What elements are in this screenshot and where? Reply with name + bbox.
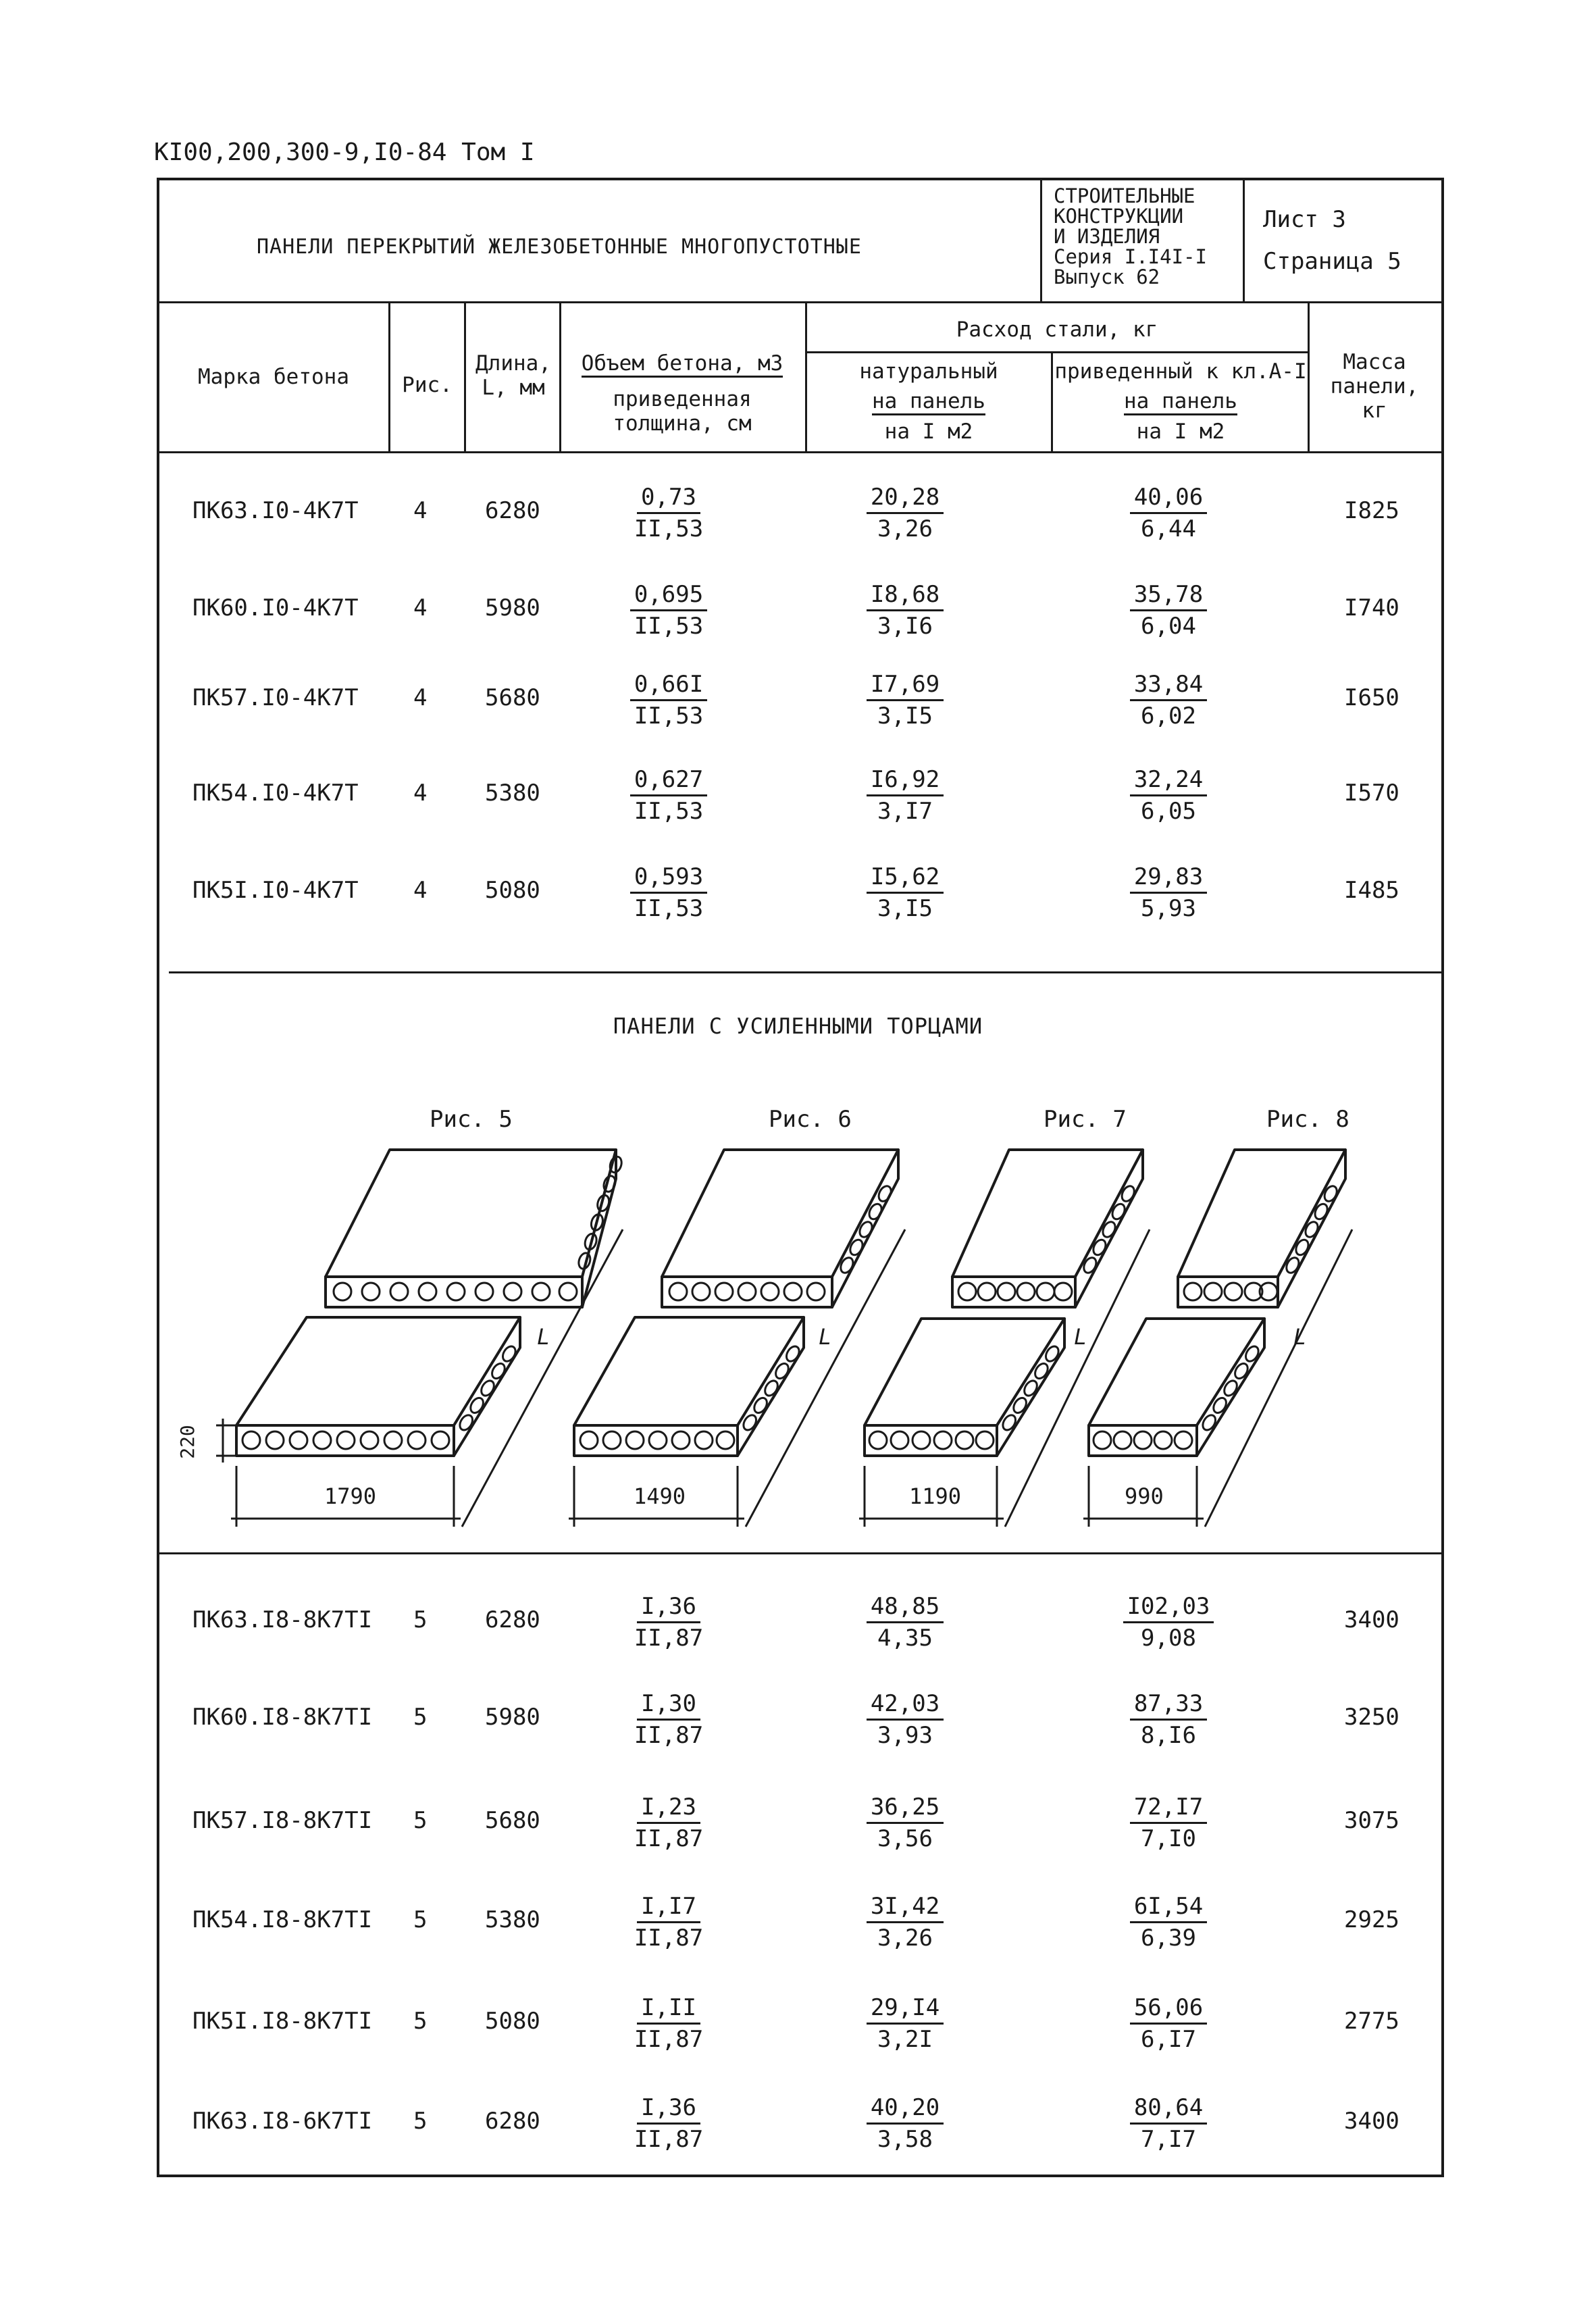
cell-reduced-m2: 6,44 bbox=[1141, 515, 1196, 542]
figure-5-label: Рис. 5 bbox=[430, 1106, 513, 1133]
header-reduced-panel: на панель bbox=[1124, 389, 1237, 415]
cell-reduced-panel: 80,64 bbox=[1130, 2093, 1207, 2125]
cell-thickness-value: II,87 bbox=[634, 1825, 704, 1852]
cell-mass: 3400 bbox=[1344, 1606, 1399, 1633]
cell-natural-m2: 3,26 bbox=[877, 1925, 933, 1952]
cell-mass: I485 bbox=[1344, 877, 1399, 904]
cell-fig: 5 bbox=[413, 1606, 428, 1633]
cell-fig: 5 bbox=[413, 2008, 428, 2035]
cell-reduced bbox=[1094, 669, 1243, 731]
cell-mass: I570 bbox=[1344, 780, 1399, 807]
cell-natural-panel: I5,62 bbox=[867, 862, 944, 894]
cell-natural bbox=[831, 669, 979, 731]
title-vline-2 bbox=[1243, 178, 1245, 303]
cell-reduced bbox=[1094, 1993, 1243, 2054]
cell-length: 5080 bbox=[485, 877, 540, 904]
cell-mass: I825 bbox=[1344, 497, 1399, 524]
header-volume-bottom: приведенная толщина, см bbox=[613, 387, 752, 436]
cell-reduced-m2: 6,05 bbox=[1141, 798, 1196, 825]
cell-reduced-panel: 40,06 bbox=[1130, 482, 1207, 514]
cell-length: 5680 bbox=[485, 1807, 540, 1834]
cell-natural-m2: 3,I7 bbox=[877, 798, 933, 825]
cell-reduced-panel: 56,06 bbox=[1130, 1993, 1207, 2025]
cell-mass: 2775 bbox=[1344, 2008, 1399, 2035]
cell-reduced bbox=[1094, 1792, 1243, 1854]
cell-length: 5980 bbox=[485, 1704, 540, 1731]
cell-reduced-m2: 5,93 bbox=[1141, 895, 1196, 922]
cell-reduced-m2: 6,39 bbox=[1141, 1925, 1196, 1952]
cell-mass: 3400 bbox=[1344, 2108, 1399, 2135]
cell-fig: 4 bbox=[413, 594, 428, 621]
cell-reduced-panel: 6I,54 bbox=[1130, 1891, 1207, 1923]
cell-thickness-value: II,53 bbox=[634, 515, 704, 542]
cell-natural bbox=[831, 1792, 979, 1854]
figure-6-label: Рис. 6 bbox=[769, 1106, 852, 1133]
cell-volume-value: I,II bbox=[637, 1993, 700, 2025]
table-1-bottom-line bbox=[169, 971, 1444, 973]
cell-natural-m2: 3,93 bbox=[877, 1722, 933, 1749]
cell-length: 6280 bbox=[485, 1606, 540, 1633]
cell-reduced-m2: 6,02 bbox=[1141, 703, 1196, 730]
cell-reduced bbox=[1094, 862, 1243, 923]
cell-volume-value: I,23 bbox=[637, 1792, 700, 1824]
cell-reduced-panel: 32,24 bbox=[1130, 765, 1207, 796]
cell-mark: ПК5I.I8-8К7ТI bbox=[192, 2008, 373, 2035]
cell-fig: 4 bbox=[413, 877, 428, 904]
cell-length: 5380 bbox=[485, 780, 540, 807]
cell-natural-m2: 3,26 bbox=[877, 515, 933, 542]
cell-reduced bbox=[1094, 2093, 1243, 2154]
cell-reduced-m2: 7,I7 bbox=[1141, 2126, 1196, 2153]
cell-volume-value: I,I7 bbox=[637, 1891, 700, 1923]
cell-fig: 5 bbox=[413, 1704, 428, 1731]
cell-natural-panel: 20,28 bbox=[867, 482, 944, 514]
table-2-top-line bbox=[157, 1552, 1444, 1554]
cell-reduced-m2: 9,08 bbox=[1141, 1625, 1196, 1652]
cell-volume bbox=[594, 1792, 743, 1854]
cell-volume bbox=[594, 765, 743, 826]
header-volume-top: Объем бетона, м3 bbox=[582, 351, 783, 378]
cell-reduced-panel: 33,84 bbox=[1130, 669, 1207, 701]
cell-volume bbox=[594, 1891, 743, 1953]
title-vline-1 bbox=[1040, 178, 1042, 303]
header-length: Длина, L, мм bbox=[475, 351, 551, 400]
cell-mass: I650 bbox=[1344, 684, 1399, 711]
cell-volume bbox=[594, 2093, 743, 2154]
cell-mark: ПК54.I8-8К7ТI bbox=[192, 1906, 373, 1933]
header-natural-m2: на I м2 bbox=[884, 420, 973, 444]
cell-natural-m2: 3,I5 bbox=[877, 703, 933, 730]
cell-natural bbox=[831, 765, 979, 826]
cell-thickness-value: II,53 bbox=[634, 703, 704, 730]
fig7-width-dimension: 1190 bbox=[909, 1483, 962, 1509]
cell-length: 5680 bbox=[485, 684, 540, 711]
cell-length: 6280 bbox=[485, 2108, 540, 2135]
cell-mark: ПК57.I8-8К7ТI bbox=[192, 1807, 373, 1834]
cell-volume-value: I,36 bbox=[637, 1592, 700, 1623]
fig8-width-dimension: 990 bbox=[1125, 1483, 1164, 1509]
series-box bbox=[1054, 186, 1236, 287]
figure-7-label: Рис. 7 bbox=[1044, 1106, 1127, 1133]
cell-mass: 3075 bbox=[1344, 1807, 1399, 1834]
fig5-bottom-panel bbox=[236, 1317, 520, 1456]
cell-natural bbox=[831, 1891, 979, 1953]
cell-reduced-m2: 7,I0 bbox=[1141, 1825, 1196, 1852]
cell-natural-panel: 40,20 bbox=[867, 2093, 944, 2125]
cell-reduced-panel: 72,I7 bbox=[1130, 1792, 1207, 1824]
cell-natural bbox=[831, 1592, 979, 1653]
series-line-3: И ИЗДЕЛИЯ bbox=[1054, 225, 1160, 248]
series-line-4: Серия I.I4I-I bbox=[1054, 245, 1207, 268]
header-natural-panel: на панель bbox=[872, 389, 985, 415]
cell-fig: 5 bbox=[413, 2108, 428, 2135]
fig5-width-dimension: 1790 bbox=[324, 1483, 377, 1509]
series-line-2: КОНСТРУКЦИИ bbox=[1054, 205, 1184, 228]
header-mark: Марка бетона bbox=[198, 365, 349, 389]
cell-reduced bbox=[1094, 1592, 1243, 1653]
cell-thickness-value: II,53 bbox=[634, 798, 704, 825]
title-divider bbox=[157, 301, 1444, 303]
cell-reduced bbox=[1094, 1891, 1243, 1953]
cell-fig: 5 bbox=[413, 1807, 428, 1834]
cell-reduced-m2: 6,04 bbox=[1141, 613, 1196, 640]
cell-mark: ПК57.I0-4К7Т bbox=[192, 684, 359, 711]
cell-natural-panel: I6,92 bbox=[867, 765, 944, 796]
cell-mark: ПК5I.I0-4К7Т bbox=[192, 877, 359, 904]
fig8-length-label: L bbox=[1293, 1324, 1307, 1350]
cell-natural-panel: 29,I4 bbox=[867, 1993, 944, 2025]
cell-natural-m2: 3,2I bbox=[877, 2026, 933, 2053]
cell-mark: ПК63.I8-6К7ТI bbox=[192, 2108, 373, 2135]
cell-natural-panel: 3I,42 bbox=[867, 1891, 944, 1923]
cell-thickness-value: II,87 bbox=[634, 1925, 704, 1952]
cell-natural-m2: 3,I6 bbox=[877, 613, 933, 640]
cell-fig: 4 bbox=[413, 497, 428, 524]
cell-mark: ПК54.I0-4К7Т bbox=[192, 780, 359, 807]
fig6-length-label: L bbox=[819, 1324, 832, 1350]
series-line-5: Выпуск 62 bbox=[1054, 265, 1160, 288]
cell-volume bbox=[594, 1592, 743, 1653]
cell-thickness-value: II,87 bbox=[634, 2026, 704, 2053]
cell-natural-m2: 4,35 bbox=[877, 1625, 933, 1652]
cell-length: 5980 bbox=[485, 594, 540, 621]
cell-volume-value: 0,627 bbox=[630, 765, 707, 796]
cell-mark: ПК60.I0-4К7Т bbox=[192, 594, 359, 621]
cell-reduced-panel: 87,33 bbox=[1130, 1689, 1207, 1721]
cell-thickness-value: II,87 bbox=[634, 1625, 704, 1652]
cell-natural bbox=[831, 580, 979, 641]
cell-volume-value: 0,593 bbox=[630, 862, 707, 894]
cell-mass: 3250 bbox=[1344, 1704, 1399, 1731]
cell-natural-panel: 36,25 bbox=[867, 1792, 944, 1824]
header-reduced-m2: на I м2 bbox=[1136, 420, 1225, 444]
height-dimension: 220 bbox=[176, 1425, 199, 1459]
cell-mass: 2925 bbox=[1344, 1906, 1399, 1933]
cell-fig: 4 bbox=[413, 780, 428, 807]
sheet-number: Лист 3 bbox=[1263, 206, 1346, 233]
cell-volume bbox=[594, 580, 743, 641]
header-bottom-line bbox=[157, 451, 1444, 453]
cell-reduced-panel: 29,83 bbox=[1130, 862, 1207, 894]
fig8-top-panel bbox=[1178, 1150, 1345, 1307]
cell-length: 5380 bbox=[485, 1906, 540, 1933]
cell-reduced-panel: 35,78 bbox=[1130, 580, 1207, 611]
cell-volume-value: 0,73 bbox=[637, 482, 700, 514]
header-vline-5 bbox=[1051, 351, 1053, 453]
cell-reduced bbox=[1094, 482, 1243, 544]
cell-thickness-value: II,53 bbox=[634, 895, 704, 922]
cell-natural bbox=[831, 2093, 979, 2154]
series-line-1: СТРОИТЕЛЬНЫЕ bbox=[1054, 184, 1195, 207]
cell-reduced-panel: I02,03 bbox=[1123, 1592, 1214, 1623]
cell-volume bbox=[594, 862, 743, 923]
header-steel-line bbox=[805, 351, 1309, 353]
cell-natural-panel: I7,69 bbox=[867, 669, 944, 701]
cell-natural-m2: 3,I5 bbox=[877, 895, 933, 922]
cell-reduced bbox=[1094, 765, 1243, 826]
cell-natural-panel: 42,03 bbox=[867, 1689, 944, 1721]
cell-natural-panel: 48,85 bbox=[867, 1592, 944, 1623]
cell-fig: 4 bbox=[413, 684, 428, 711]
header-natural-label: натуральный bbox=[859, 359, 998, 384]
cell-natural bbox=[831, 1689, 979, 1750]
cell-mark: ПК60.I8-8К7ТI bbox=[192, 1704, 373, 1731]
cell-natural-m2: 3,58 bbox=[877, 2126, 933, 2153]
cell-volume-value: I,30 bbox=[637, 1689, 700, 1721]
cell-natural bbox=[831, 482, 979, 544]
cell-natural-panel: I8,68 bbox=[867, 580, 944, 611]
cell-volume-value: I,36 bbox=[637, 2093, 700, 2125]
cell-mass: I740 bbox=[1344, 594, 1399, 621]
cell-volume bbox=[594, 669, 743, 731]
fig6-width-dimension: 1490 bbox=[634, 1483, 686, 1509]
section-title: ПАНЕЛИ С УСИЛЕННЫМИ ТОРЦАМИ bbox=[613, 1013, 983, 1039]
cell-thickness-value: II,53 bbox=[634, 613, 704, 640]
cell-natural-m2: 3,56 bbox=[877, 1825, 933, 1852]
cell-thickness-value: II,87 bbox=[634, 1722, 704, 1749]
cell-mark: ПК63.I0-4К7Т bbox=[192, 497, 359, 524]
cell-mark: ПК63.I8-8К7ТI bbox=[192, 1606, 373, 1633]
cell-volume bbox=[594, 1993, 743, 2054]
cell-natural bbox=[831, 862, 979, 923]
cell-reduced bbox=[1094, 580, 1243, 641]
fig7-length-label: L bbox=[1074, 1324, 1087, 1350]
header-reduced bbox=[1054, 359, 1308, 444]
header-volume bbox=[567, 351, 797, 436]
cell-volume bbox=[594, 482, 743, 544]
header-vline-1 bbox=[388, 301, 390, 453]
panel-figures bbox=[157, 1135, 1444, 1540]
document-title: ПАНЕЛИ ПЕРЕКРЫТИЙ ЖЕЛЕЗОБЕТОННЫЕ МНОГОПУСТОТНЫЕ bbox=[257, 235, 862, 259]
cell-thickness-value: II,87 bbox=[634, 2126, 704, 2153]
cell-fig: 5 bbox=[413, 1906, 428, 1933]
header-natural bbox=[810, 359, 1047, 444]
header-reduced-label: приведенный к кл.А-I bbox=[1054, 359, 1307, 384]
cell-volume-value: 0,695 bbox=[630, 580, 707, 611]
page-number: Страница 5 bbox=[1263, 248, 1401, 275]
cell-volume bbox=[594, 1689, 743, 1750]
cell-reduced-m2: 6,I7 bbox=[1141, 2026, 1196, 2053]
document-reference: KI00,200,300-9,I0-84 Том I bbox=[154, 138, 535, 166]
fig7-bottom-panel bbox=[865, 1319, 1064, 1456]
cell-volume-value: 0,66I bbox=[630, 669, 707, 701]
header-steel: Расход стали, кг bbox=[956, 317, 1158, 342]
cell-reduced-m2: 8,I6 bbox=[1141, 1722, 1196, 1749]
cell-length: 6280 bbox=[485, 497, 540, 524]
cell-length: 5080 bbox=[485, 2008, 540, 2035]
header-fig: Рис. bbox=[402, 373, 453, 397]
fig5-length-label: L bbox=[537, 1324, 550, 1350]
cell-natural bbox=[831, 1993, 979, 2054]
cell-reduced bbox=[1094, 1689, 1243, 1750]
figure-8-label: Рис. 8 bbox=[1266, 1106, 1349, 1133]
header-mass: Масса панели, кг bbox=[1330, 350, 1419, 423]
